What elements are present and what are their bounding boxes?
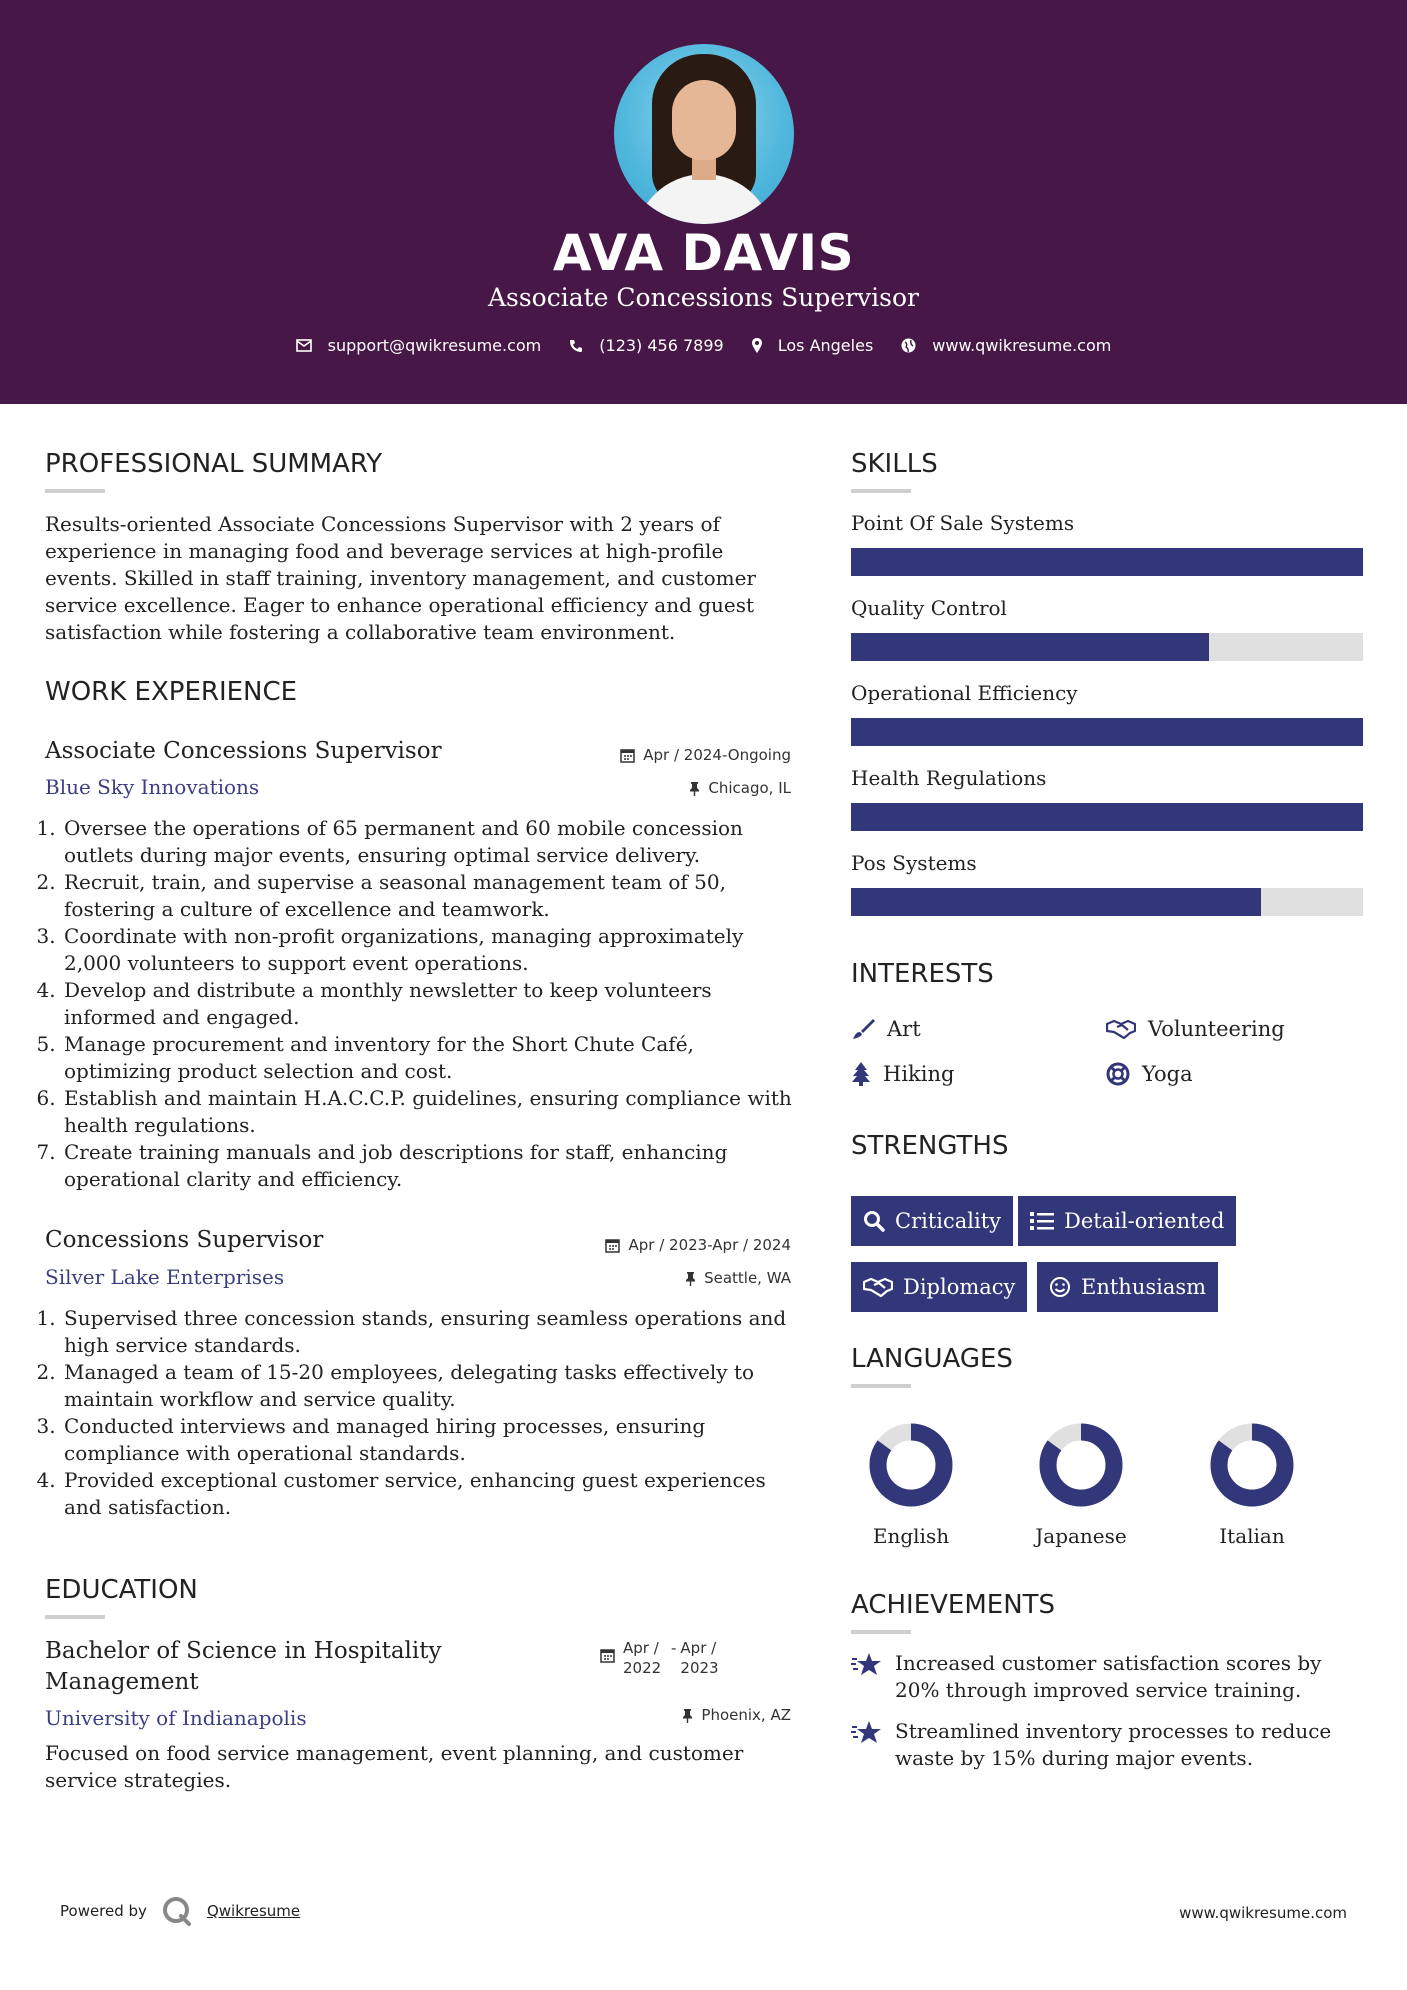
school-name: University of Indianapolis bbox=[45, 1706, 307, 1730]
language-label: English bbox=[872, 1524, 950, 1548]
interest-item: Hiking bbox=[851, 1062, 954, 1086]
globe-icon bbox=[901, 338, 916, 353]
language-item bbox=[851, 1420, 971, 1548]
education-location: Phoenix, AZ bbox=[560, 1706, 791, 1724]
language-donut bbox=[866, 1420, 956, 1510]
skills-heading: SKILLS bbox=[851, 449, 938, 479]
skill-bar-fill bbox=[851, 888, 1261, 916]
achievement-item: Increased customer satisfaction scores by 20% through improved service training. bbox=[851, 1650, 1361, 1704]
language-item bbox=[1192, 1420, 1312, 1548]
degree-title: Bachelor of Science in Hospitality Management bbox=[45, 1638, 442, 1695]
education-dates: Apr / 2022 - Apr / 2023 bbox=[600, 1638, 760, 1678]
company-name: Silver Lake Enterprises bbox=[45, 1265, 285, 1289]
candidate-name: AVA DAVIS bbox=[552, 224, 855, 282]
education-start: Apr / 2022 bbox=[623, 1639, 662, 1677]
interest-item: Art bbox=[851, 1017, 921, 1041]
phone-icon bbox=[569, 339, 583, 353]
list-item: 4. Provided exceptional customer service, enhancing guest experiences and satisfaction. bbox=[62, 1467, 794, 1521]
list-item: 5. Manage procurement and inventory for the Short Chute Café, optimizing product selection and cost. bbox=[62, 1031, 794, 1085]
contact-location bbox=[752, 336, 874, 355]
language-label: Italian bbox=[1219, 1524, 1285, 1548]
star-award-icon bbox=[851, 1720, 883, 1746]
section-divider bbox=[45, 489, 105, 493]
language-donut bbox=[1036, 1420, 1126, 1510]
skill-label: Quality Control bbox=[851, 596, 1007, 620]
search-icon bbox=[863, 1210, 885, 1232]
summary-text: Results-oriented Associate Concessions Supervisor with 2 years of experience in managing food and beverage services at high-profile events. Skilled in staff training, inventory management, and customer service excellence. Eager to enhance operational efficiency and guest satisfaction while fostering a collaborative team environment. bbox=[45, 512, 756, 644]
paintbrush-icon bbox=[851, 1017, 875, 1041]
job-location: Seattle, WA bbox=[560, 1269, 791, 1287]
list-item: 3. Coordinate with non-profit organizations, managing approximately 2,000 volunteers to support event operations. bbox=[62, 923, 794, 977]
skill-bar bbox=[851, 718, 1363, 746]
pushpin-icon bbox=[685, 1271, 696, 1286]
education-heading: EDUCATION bbox=[45, 1575, 198, 1605]
map-pin-icon bbox=[752, 338, 762, 353]
footer-brand bbox=[60, 1896, 300, 1926]
resume-header bbox=[0, 0, 1407, 404]
skill-bar bbox=[851, 803, 1363, 831]
job-location: Chicago, IL bbox=[560, 779, 791, 797]
strength-badge: Enthusiasm bbox=[1037, 1262, 1218, 1312]
candidate-title: Associate Concessions Supervisor bbox=[487, 283, 920, 312]
contact-website[interactable] bbox=[901, 336, 1111, 355]
summary-heading: PROFESSIONAL SUMMARY bbox=[45, 449, 383, 479]
phone-text: (123) 456 7899 bbox=[599, 336, 724, 355]
calendar-icon bbox=[605, 1238, 620, 1253]
list-icon bbox=[1030, 1211, 1054, 1231]
section-divider bbox=[851, 489, 911, 493]
achievement-item: Streamlined inventory processes to reduce waste by 15% during major events. bbox=[851, 1718, 1361, 1772]
section-divider bbox=[45, 1615, 105, 1619]
envelope-icon bbox=[296, 339, 312, 352]
list-item: 2. Recruit, train, and supervise a seasonal management team of 50, fostering a culture of excellence and teamwork. bbox=[62, 869, 794, 923]
footer-url[interactable]: www.qwikresume.com bbox=[1179, 1904, 1347, 1922]
pushpin-icon bbox=[689, 781, 700, 796]
skill-bar bbox=[851, 633, 1363, 661]
skill-label: Pos Systems bbox=[851, 851, 977, 875]
smile-icon bbox=[1049, 1276, 1071, 1298]
star-award-icon bbox=[851, 1652, 883, 1678]
contact-bar bbox=[0, 336, 1407, 355]
website-text: www.qwikresume.com bbox=[932, 336, 1112, 355]
interest-item: Yoga bbox=[1106, 1062, 1193, 1086]
company-name: Blue Sky Innovations bbox=[45, 775, 260, 799]
job-dates: Apr / 2023-Apr / 2024 bbox=[560, 1236, 791, 1254]
job-duties-list bbox=[42, 1305, 794, 1521]
skill-bar-fill bbox=[851, 718, 1363, 746]
job-dates: Apr / 2024-Ongoing bbox=[560, 746, 791, 764]
experience-heading: WORK EXPERIENCE bbox=[45, 677, 298, 707]
profile-photo bbox=[614, 44, 794, 224]
education-end: Apr / 2023 bbox=[680, 1639, 719, 1677]
handshake-icon bbox=[1106, 1018, 1136, 1040]
location-text: Los Angeles bbox=[777, 336, 874, 355]
job-duties-list bbox=[42, 815, 794, 1193]
job-title: Associate Concessions Supervisor bbox=[45, 738, 442, 764]
list-item: 2. Managed a team of 15-20 employees, delegating tasks effectively to maintain workflow and service quality. bbox=[62, 1359, 794, 1413]
email-text: support@qwikresume.com bbox=[327, 336, 542, 355]
language-donut bbox=[1207, 1420, 1297, 1510]
strength-badge: Criticality bbox=[851, 1196, 1013, 1246]
languages-heading: LANGUAGES bbox=[851, 1344, 1013, 1374]
powered-by-label: Powered by bbox=[60, 1902, 147, 1920]
list-item: 7. Create training manuals and job descriptions for staff, enhancing operational clarity and efficiency. bbox=[62, 1139, 794, 1193]
skill-label: Health Regulations bbox=[851, 766, 1047, 790]
skill-bar bbox=[851, 548, 1363, 576]
skill-label: Point Of Sale Systems bbox=[851, 511, 1075, 535]
qwikresume-link[interactable]: Qwikresume bbox=[206, 1902, 301, 1920]
qwikresume-logo-icon bbox=[161, 1896, 195, 1926]
contact-email[interactable] bbox=[296, 336, 542, 355]
job-title: Concessions Supervisor bbox=[45, 1227, 324, 1253]
pushpin-icon bbox=[682, 1708, 693, 1723]
section-divider bbox=[851, 1630, 911, 1634]
language-item bbox=[1021, 1420, 1141, 1548]
list-item: 3. Conducted interviews and managed hiring processes, ensuring compliance with operational standards. bbox=[62, 1413, 794, 1467]
language-label: Japanese bbox=[1035, 1524, 1127, 1548]
tree-icon bbox=[851, 1062, 871, 1086]
contact-phone[interactable] bbox=[569, 336, 723, 355]
skill-bar-fill bbox=[851, 803, 1363, 831]
skill-bar-fill bbox=[851, 548, 1363, 576]
skill-bar bbox=[851, 888, 1363, 916]
skill-label: Operational Efficiency bbox=[851, 681, 1078, 705]
skill-bar-fill bbox=[851, 633, 1209, 661]
lifering-icon bbox=[1106, 1062, 1130, 1086]
calendar-icon bbox=[620, 748, 635, 763]
handshake-icon bbox=[863, 1276, 893, 1298]
achievements-heading: ACHIEVEMENTS bbox=[851, 1590, 1056, 1620]
strengths-heading: STRENGTHS bbox=[851, 1131, 1009, 1161]
strength-badge: Detail-oriented bbox=[1018, 1196, 1236, 1246]
calendar-icon bbox=[600, 1648, 615, 1663]
strength-badge: Diplomacy bbox=[851, 1262, 1027, 1312]
list-item: 1. Supervised three concession stands, ensuring seamless operations and high service standards. bbox=[62, 1305, 794, 1359]
list-item: 1. Oversee the operations of 65 permanent and 60 mobile concession outlets during major events, ensuring optimal service delivery. bbox=[62, 815, 794, 869]
education-description: Focused on food service management, event planning, and customer service strategies. bbox=[45, 1741, 744, 1792]
section-divider bbox=[851, 1384, 911, 1388]
list-item: 6. Establish and maintain H.A.C.C.P. guidelines, ensuring compliance with health regulations. bbox=[62, 1085, 794, 1139]
interests-heading: INTERESTS bbox=[851, 959, 994, 989]
interest-item: Volunteering bbox=[1106, 1017, 1285, 1041]
list-item: 4. Develop and distribute a monthly newsletter to keep volunteers informed and engaged. bbox=[62, 977, 794, 1031]
